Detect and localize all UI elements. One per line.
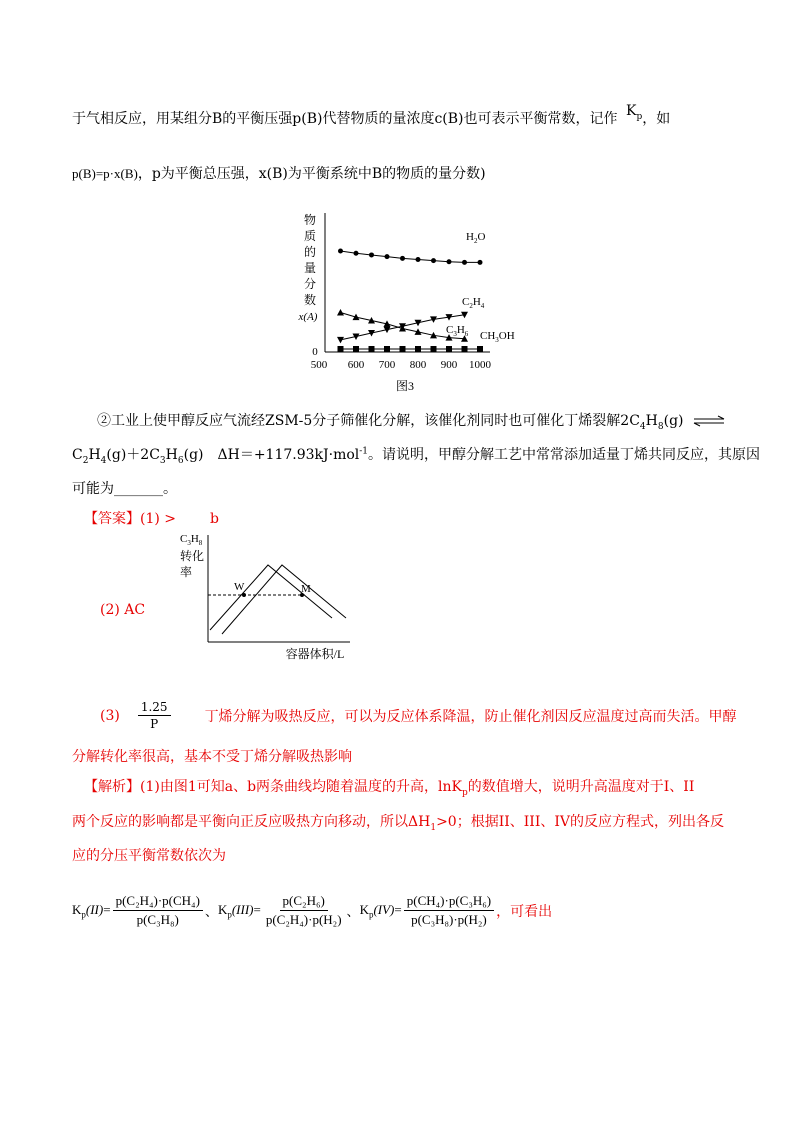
kp-ii-fraction: $\frac{\text{p(C₂H₄)·p(CH₄)}}{\text{p(C₃H₈)}}$ <box>113 893 203 928</box>
data-point-ch3oh <box>369 346 375 352</box>
intro-text-1-end: ，如 <box>642 111 671 127</box>
data-point-c3h6 <box>337 309 344 316</box>
answer-part2: (2) AC <box>100 602 146 618</box>
answer-part3-line2: 分解转化率很高，基本不受丁烯分解吸热影响 <box>72 749 352 765</box>
answer-fraction: $\frac{1.25}{P}$ <box>138 700 171 731</box>
figure3-x-tick-label: 600 <box>347 359 365 371</box>
answer-chart-xlabel: 容器体积/L <box>285 647 345 661</box>
figure3-chart <box>290 208 520 398</box>
figure3-x-tick-label: 1000 <box>469 359 491 371</box>
data-point-h2o <box>369 252 374 257</box>
intro-line2 <box>72 163 486 183</box>
figure3-x-tick-label: 900 <box>440 359 458 371</box>
data-point-h2o <box>354 251 359 256</box>
data-point-h2o <box>338 248 343 253</box>
data-point-h2o <box>416 257 421 262</box>
data-point-c2h4 <box>337 337 344 344</box>
answer-line1 <box>84 508 219 528</box>
data-point-ch3oh <box>446 346 452 352</box>
answer-part3-label: (3) <box>100 707 120 724</box>
question2-line1: ②工业上使甲醇反应气流经ZSM-5分子筛催化分解，该催化剂同时也可催化丁烯裂解$2C_4H_8(g)$ <box>97 410 726 432</box>
figure3-ylabel <box>298 212 319 358</box>
answer-chart-ylabel-formula: $C_3H_8$ <box>180 533 203 547</box>
figure3-y-zero: 0 <box>312 346 318 358</box>
analysis-line1: 【解析】(1)由图1可知a、b两条曲线均随着温度的升高，lnK$_p$的数值增大，说明升高温度对于I、II <box>84 779 695 798</box>
data-point-h2o <box>385 254 390 259</box>
intro-formula: p(B)=p·x(B) <box>72 166 138 181</box>
data-point-h2o <box>431 258 436 263</box>
data-point-ch3oh <box>431 346 437 352</box>
series-line-h2o <box>341 251 481 262</box>
intro-text-1: 于气相反应，用某组分B的平衡压强p(B)代替物质的量浓度c(B)也可表示平衡常数，记作 <box>72 111 618 127</box>
answer-part1: (1) > <box>140 511 177 527</box>
answer-chart-label-w: W <box>234 581 245 593</box>
data-point-ch3oh <box>462 346 468 352</box>
kp-tail: ，可看出 <box>496 903 553 920</box>
answer-chart <box>170 530 370 665</box>
kp-iv-label: $K_p(IV)=$ <box>359 901 402 920</box>
data-point-h2o <box>462 260 467 265</box>
data-point-h2o <box>400 256 405 261</box>
answer-part1-b: b <box>210 511 219 527</box>
figure3-x-tick-label: 800 <box>409 359 427 371</box>
data-point-ch3oh <box>415 346 421 352</box>
kp-iv-fraction: $\frac{\text{p(CH₄)·p(C₃H₆)}}{\text{p(C₃H₈)·p(H₂)}}$ <box>404 893 494 928</box>
label-c3h6: $C_3H_6$ <box>446 324 469 338</box>
intro-text-2: ，p为平衡总压强，x(B)为平衡系统中B的物质的量分数) <box>137 166 486 182</box>
data-point-ch3oh <box>353 346 359 352</box>
kp-iii-label: $K_p(III)=$ <box>217 901 261 920</box>
kp-separator-2: 、 <box>346 904 360 919</box>
data-point-h2o <box>478 260 483 265</box>
label-h2o: $H_2O$ <box>466 231 486 245</box>
label-c2h4: $C_2H_4$ <box>462 296 485 310</box>
answer-line3 <box>100 700 737 731</box>
answer-tag: 【答案】 <box>84 511 140 527</box>
label-ch3oh: $CH_3OH$ <box>480 330 515 344</box>
figure3-x-tick-label: 700 <box>378 359 396 371</box>
data-point-ch3oh <box>384 346 390 352</box>
kp-iii-fraction: $\frac{\text{p(C₂H₆)}}{\text{p(C₂H₄)·p(H₂)}}$ <box>265 893 342 927</box>
figure3-ylabel-char: 量 <box>303 261 317 275</box>
answer-chart-curve-left <box>210 565 332 630</box>
figure3-x-ticks <box>311 359 492 371</box>
analysis-line3: 应的分压平衡常数依次为 <box>72 848 226 864</box>
answer-chart-curve-right <box>222 565 346 634</box>
figure3-ylabel-char: 的 <box>303 245 317 259</box>
data-point-ch3oh <box>338 346 344 352</box>
answer-chart-ylabel-line3: 率 <box>180 565 193 579</box>
figure3-ylabel-symbol: x(A) <box>298 311 318 323</box>
figure3-ylabel-char: 分 <box>303 277 317 291</box>
figure3-caption: 图3 <box>395 379 415 393</box>
data-point-ch3oh <box>477 346 483 352</box>
data-point-h2o <box>447 259 452 264</box>
kp-formulas <box>72 893 552 928</box>
kp-symbol: $K_p$ <box>625 103 643 122</box>
figure3-ylabel-char: 数 <box>303 293 317 307</box>
answer-blank: _______ <box>114 481 163 497</box>
question2-line2: $C_2H_4(g)+2C_3H_6(g)$ ΔH＝+117.93kJ·mol$^{-1}$。请说明，甲醇分解工艺中常常添加适量丁烯共同反应，其原因 <box>72 446 761 466</box>
answer-chart-ylabel-line2: 转化 <box>180 549 205 563</box>
analysis-line2: 两个反应的影响都是平衡向正反应吸热方向移动，所以$\Delta H_1>0$；根据II、III、IV的反应方程式，列出各反 <box>72 814 724 833</box>
kp-ii-label: $K_p(II)=$ <box>72 901 111 920</box>
answer-part3-text: 丁烯分解为吸热反应，可以为反应体系降温，防止催化剂因反应温度过高而失活。甲醇 <box>204 708 737 725</box>
equilibrium-arrow-icon <box>692 415 726 427</box>
question2-line3: 可能为_______。 <box>72 481 177 497</box>
answer-chart-point-w <box>242 593 246 597</box>
figure3-ylabel-char: 物 <box>303 213 317 227</box>
data-point-ch3oh <box>400 346 406 352</box>
intro-line1 <box>72 103 671 130</box>
answer-chart-label-m: M <box>301 583 311 595</box>
figure3-x-tick-label: 500 <box>310 359 328 371</box>
kp-separator-1: 、 <box>204 904 218 919</box>
figure3-series-labels <box>446 231 515 344</box>
figure3-ylabel-char: 质 <box>303 229 317 243</box>
